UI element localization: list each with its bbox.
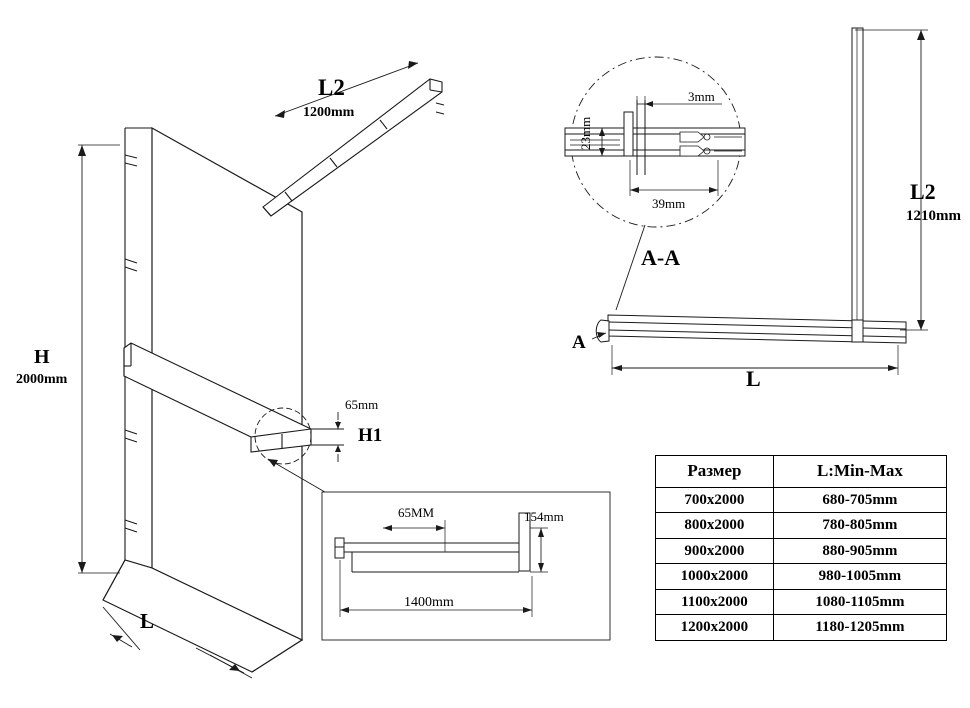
table-cell-range: 980-1005mm [773, 564, 946, 590]
table-cell-size: 1000x2000 [656, 564, 774, 590]
label-section-aa: A-A [641, 245, 681, 270]
table-cell-size: 800x2000 [656, 513, 774, 539]
table-cell-range: 1080-1105mm [773, 589, 946, 615]
table-cell-range: 780-805mm [773, 513, 946, 539]
table-row [656, 513, 947, 539]
table-header-range: L:Min-Max [773, 456, 946, 488]
table-cell-range: 1180-1205mm [773, 615, 946, 641]
table-body [656, 487, 947, 640]
label-65mm: 65mm [345, 397, 379, 412]
label-h-value: 2000mm [16, 372, 68, 387]
table-row [656, 564, 947, 590]
table-header-row [656, 456, 947, 488]
label-h1: H1 [358, 425, 383, 446]
label-h: H [34, 346, 50, 368]
label-detail-65mm: 65MM [398, 505, 435, 520]
h-dimension [78, 145, 120, 573]
table-cell-size: 1200x2000 [656, 615, 774, 641]
label-section-a: A [572, 332, 586, 353]
table-cell-range: 680-705mm [773, 487, 946, 513]
h1-dimension [311, 412, 344, 462]
label-l2-top-value: 1200mm [303, 105, 355, 120]
top-support-bar [263, 79, 444, 216]
label-detail-154mm: 154mm [524, 509, 564, 524]
dim-39mm [630, 160, 718, 196]
table-row [656, 589, 947, 615]
label-l-plan: L [746, 366, 761, 391]
label-3mm: 3mm [688, 89, 715, 104]
table-row [656, 538, 947, 564]
size-table [655, 455, 947, 641]
table-cell-size: 1100x2000 [656, 589, 774, 615]
table-cell-size: 900x2000 [656, 538, 774, 564]
detail-box [322, 492, 610, 640]
label-23mm: 23mm [578, 116, 593, 150]
label-l-left: L [140, 609, 155, 633]
table-row [656, 615, 947, 641]
plan-vertical-bar [852, 28, 863, 320]
table-row [656, 487, 947, 513]
label-detail-1400mm: 1400mm [404, 595, 454, 610]
label-l2-top: L2 [318, 75, 345, 100]
label-39mm: 39mm [652, 196, 686, 211]
label-l2-right-value: 1210mm [906, 208, 961, 224]
table-cell-range: 880-905mm [773, 538, 946, 564]
label-l2-right: L2 [910, 179, 936, 204]
table-cell-size: 700x2000 [656, 487, 774, 513]
table-header-size: Размер [656, 456, 774, 488]
